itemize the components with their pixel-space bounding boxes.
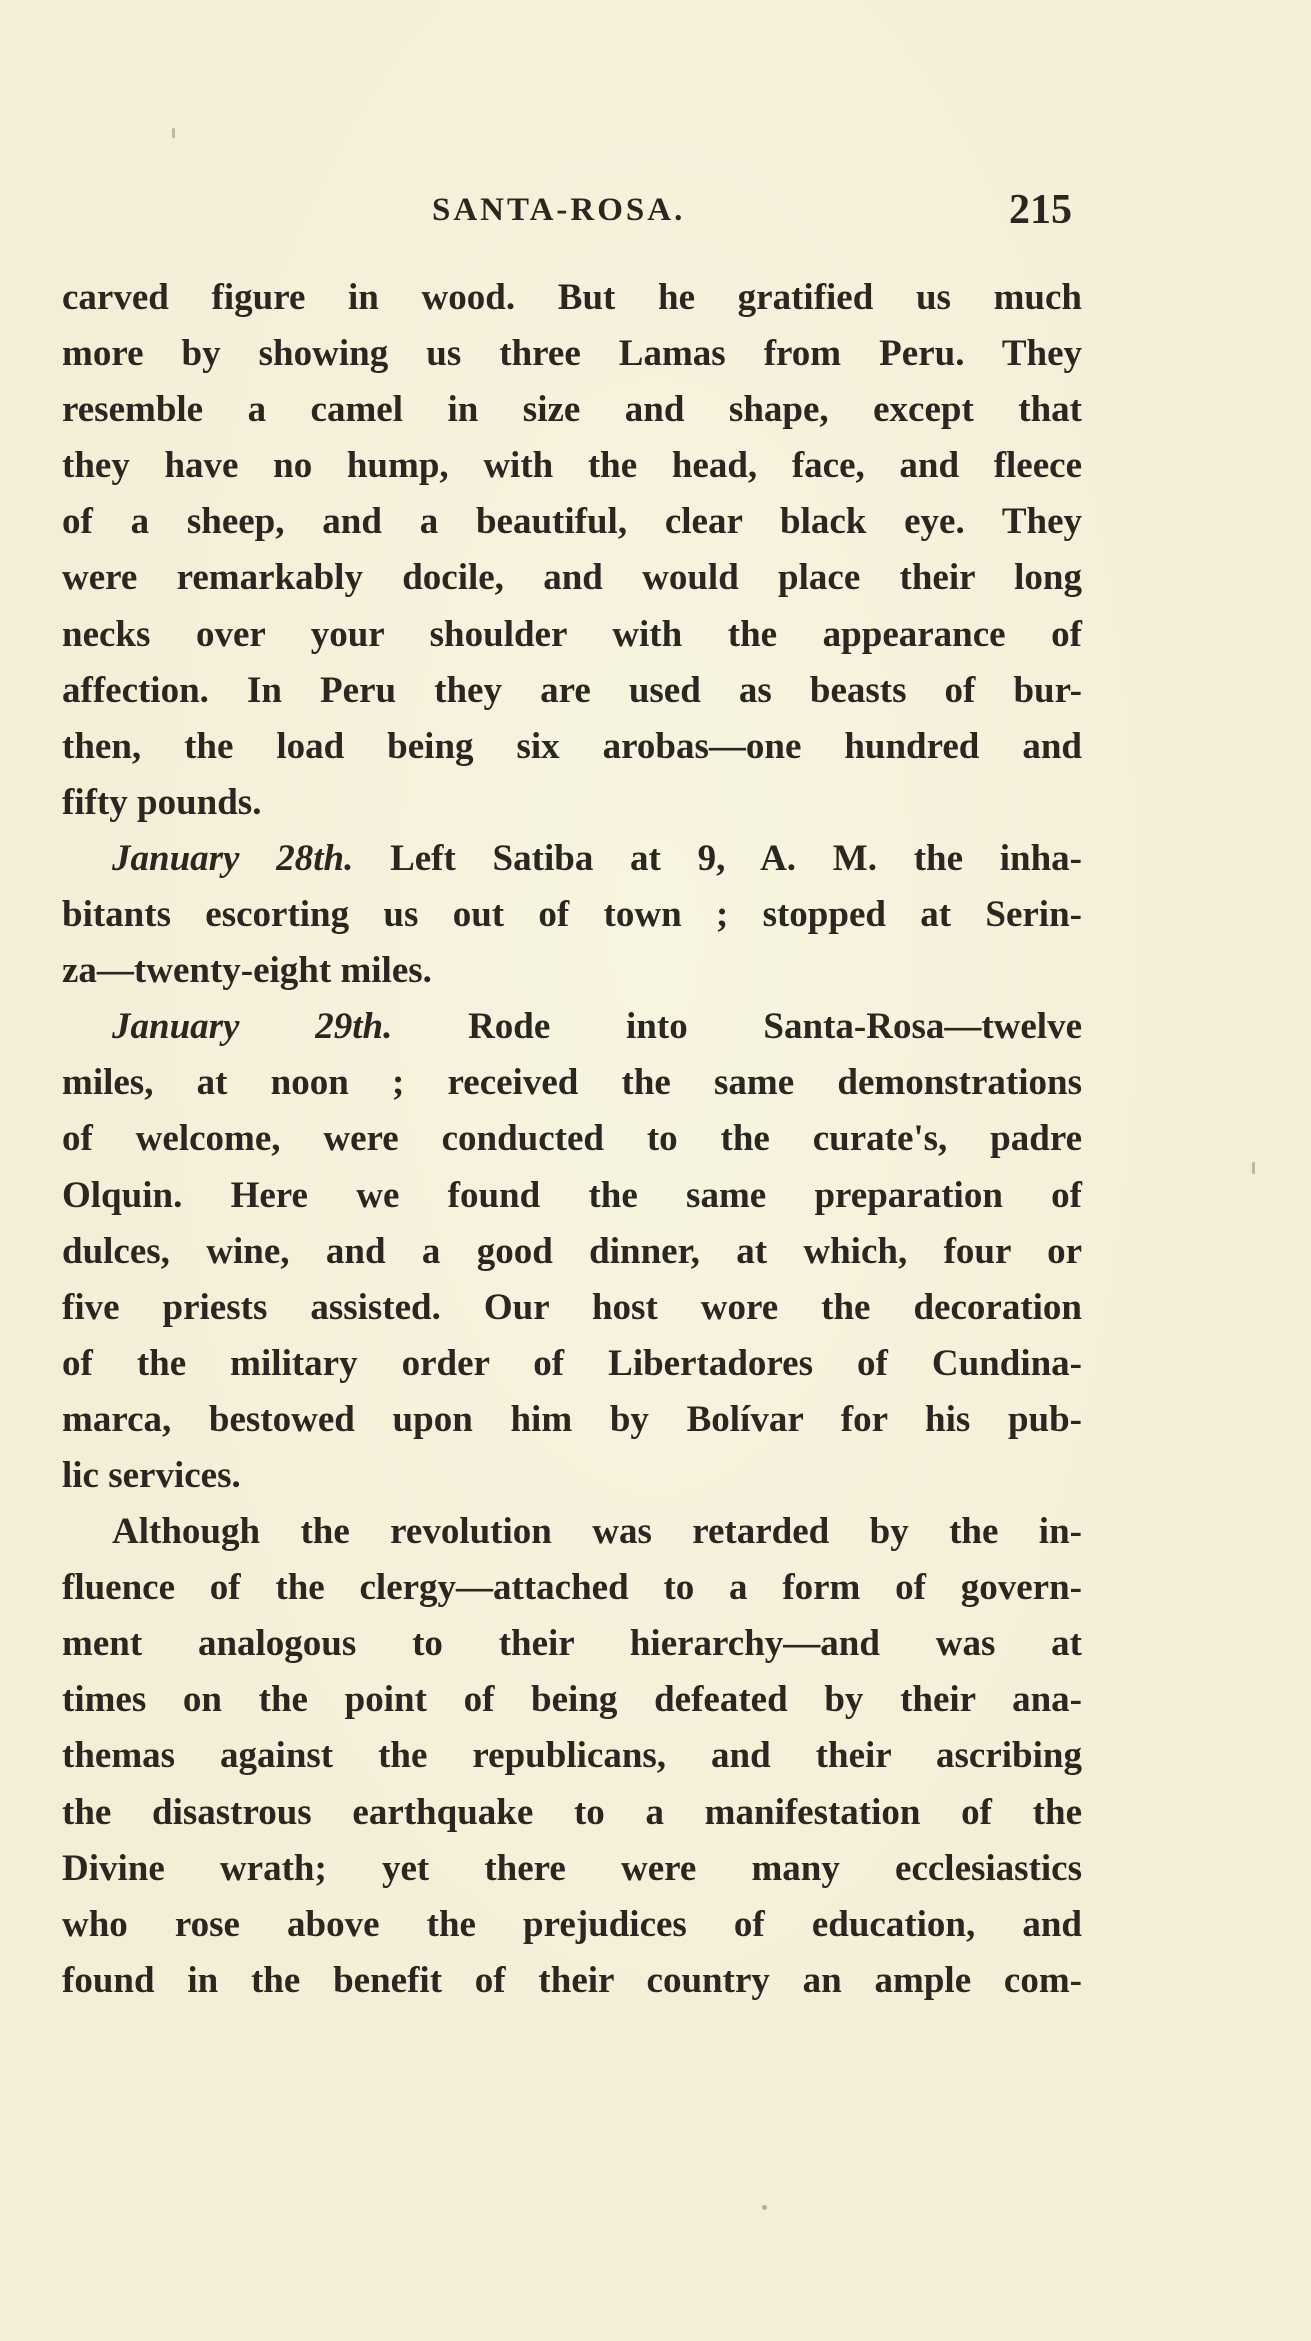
text-line: Although the revolution was retarded by the in- [112,1511,1082,1553]
text-line: marca, bestowed upon him by Bolívar for his pub- [62,1398,1082,1440]
text-line: ment analogous to their hierarchy—and was at [62,1623,1082,1665]
text-line: the disastrous earthquake to a manifestation of the [62,1791,1082,1833]
text-line: more by showing us three Lamas from Peru. They [62,333,1082,375]
text-line: Olquin. Here we found the same preparation of [62,1174,1082,1216]
text-span: Rode into Santa-Rosa—twelve [468,1006,1083,1048]
text-line: themas against the republicans, and their ascribing [62,1735,1082,1777]
text-line: lic services. [62,1454,241,1496]
text-line: of the military order of Libertadores of Cundina- [62,1342,1082,1384]
entry-date: January 28th. [112,837,354,879]
text-line: were remarkably docile, and would place their long [62,557,1082,599]
text-line: who rose above the prejudices of education, and [62,1903,1082,1945]
text-line: found in the benefit of their country an ample com- [62,1959,1082,2001]
text-line: necks over your shoulder with the appearance of [62,613,1082,655]
text-line: then, the load being six arobas—one hundred and [62,725,1082,767]
text-line: affection. In Peru they are used as beasts of bur- [62,669,1082,711]
text-line [62,999,1082,1055]
text-line: of welcome, were conducted to the curate's, padre [62,1118,1082,1160]
text-line: times on the point of being defeated by their ana- [62,1679,1082,1721]
text-line [62,831,1082,887]
text-line: miles, at noon ; received the same demonstrations [62,1062,1082,1104]
paper-speck [762,2205,767,2210]
text-line: fluence of the clergy—attached to a form of govern- [62,1567,1082,1609]
text-line: za—twenty-eight miles. [62,950,432,992]
text-line: they have no hump, with the head, face, and fleece [62,445,1082,487]
text-line: carved figure in wood. But he gratified us much [62,277,1082,318]
page-number: 215 [1009,187,1072,233]
text-line: fifty pounds. [62,781,262,823]
text-line: resemble a camel in size and shape, except that [62,389,1082,431]
entry-date: January 29th. [112,1006,393,1048]
text-line: Divine wrath; yet there were many ecclesiastics [62,1847,1082,1889]
running-title: SANTA-ROSA. [432,192,686,228]
text-line: five priests assisted. Our host wore the decoration [62,1286,1082,1328]
text-span: Left Satiba at 9, A. M. the inha- [390,837,1083,879]
running-head [62,180,1072,240]
paper-speck [1252,1162,1255,1174]
text-line: of a sheep, and a beautiful, clear black eye. They [62,501,1082,543]
body-text [62,270,1082,2009]
paper-speck [172,128,175,138]
text-line: dulces, wine, and a good dinner, at which, four or [62,1230,1082,1272]
text-line: bitants escorting us out of town ; stopped at Serin- [62,894,1082,936]
